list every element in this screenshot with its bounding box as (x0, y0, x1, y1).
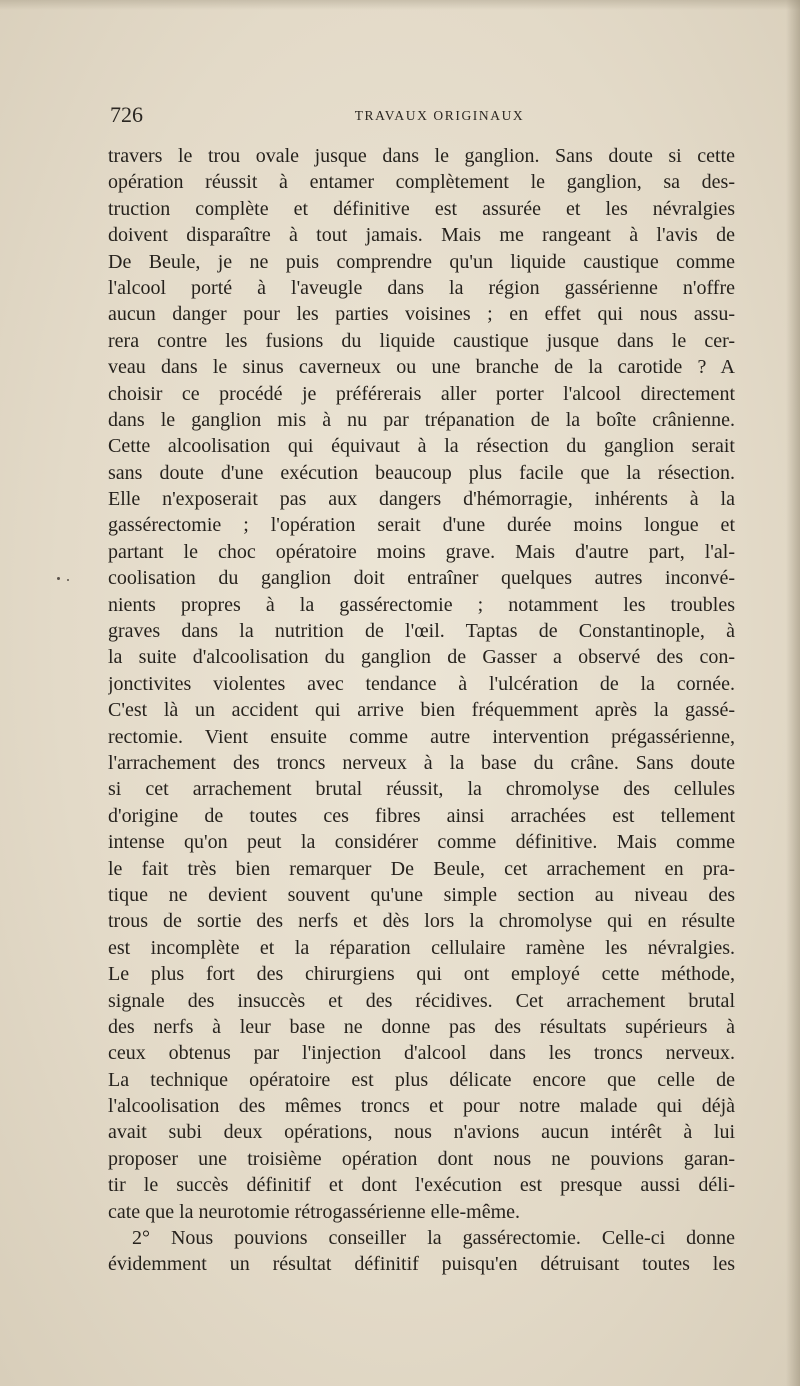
body-text (108, 143, 735, 1278)
running-title: TRAVAUX ORIGINAUX (354, 108, 525, 123)
text-line: graves dans la nutrition de l'œil. Taptas de Constantinople, à (108, 620, 735, 643)
page-top-shadow (0, 0, 800, 10)
text-line: partant le choc opératoire moins grave. Mais d'autre part, l'al- (108, 540, 735, 563)
text-line: proposer une troisième opération dont nous ne pouvions garan- (108, 1147, 735, 1170)
text-line: sans doute d'une exécution beaucoup plus facile que la résection. (108, 461, 735, 484)
text-line: dans le ganglion mis à nu par trépanation de la boîte crânienne. (108, 408, 735, 431)
text-line: jonctivites violentes avec tendance à l'ulcération de la cornée. (108, 672, 735, 695)
margin-speck (67, 579, 69, 581)
text-line: si cet arrachement brutal réussit, la chromolyse des cellules (108, 778, 735, 801)
text-line: le fait très bien remarquer De Beule, cet arrachement en pra- (108, 857, 735, 880)
text-line-paragraph-start: 2° Nous pouvions conseiller la gassérectomie. Celle-ci donne (132, 1227, 735, 1250)
text-line: intense qu'on peut la considérer comme définitive. Mais comme (108, 831, 735, 854)
text-line: opération réussit à entamer complètement le ganglion, sa des- (108, 171, 735, 194)
text-line: avait subi deux opérations, nous n'avions aucun intérêt à lui (108, 1121, 735, 1144)
page-number: 726 (110, 102, 143, 127)
text-line: Elle n'exposerait pas aux dangers d'hémorragie, inhérents à la (108, 488, 735, 511)
text-line: doivent disparaître à tout jamais. Mais me rangeant à l'avis de (108, 224, 735, 247)
text-line: C'est là un accident qui arrive bien fréquemment après la gassé- (108, 699, 735, 722)
text-line: veau dans le sinus caverneux ou une branche de la carotide ? A (108, 356, 735, 379)
text-line: l'arrachement des troncs nerveux à la base du crâne. Sans doute (108, 751, 735, 774)
page-header (108, 100, 735, 130)
text-line: ceux obtenus par l'injection d'alcool dans les troncs nerveux. (108, 1042, 735, 1065)
margin-speck (57, 577, 60, 580)
text-line: trous de sortie des nerfs et dès lors la chromolyse qui en résulte (108, 910, 735, 933)
text-line: De Beule, je ne puis comprendre qu'un liquide caustique comme (108, 250, 735, 273)
text-line: choisir ce procédé je préférerais aller porter l'alcool directement (108, 382, 735, 405)
text-line: Cette alcoolisation qui équivaut à la résection du ganglion serait (108, 435, 735, 458)
text-line: aucun danger pour les parties voisines ; en effet qui nous assu- (108, 303, 735, 326)
text-line: truction complète et définitive est assurée et les névralgies (108, 197, 735, 220)
text-line: est incomplète et la réparation cellulaire ramène les névralgies. (108, 936, 735, 959)
text-line: la suite d'alcoolisation du ganglion de Gasser a observé des con- (108, 646, 735, 669)
text-line: coolisation du ganglion doit entraîner quelques autres inconvé- (108, 567, 735, 590)
text-line: tique ne devient souvent qu'une simple section au niveau des (108, 883, 735, 906)
page-edge-shadow (786, 0, 800, 1386)
text-line: gassérectomie ; l'opération serait d'une durée moins longue et (108, 514, 735, 537)
text-line: tir le succès définitif et dont l'exécution est presque aussi déli- (108, 1174, 735, 1197)
text-line: l'alcool porté à l'aveugle dans la région gassérienne n'offre (108, 276, 735, 299)
text-line: Le plus fort des chirurgiens qui ont employé cette méthode, (108, 963, 735, 986)
text-line: des nerfs à leur base ne donne pas des résultats supérieurs à (108, 1015, 735, 1038)
text-line: La technique opératoire est plus délicate encore que celle de (108, 1068, 735, 1091)
text-line: l'alcoolisation des mêmes troncs et pour notre malade qui déjà (108, 1095, 735, 1118)
text-line: d'origine de toutes ces fibres ainsi arrachées est tellement (108, 804, 735, 827)
text-line: évidemment un résultat définitif puisqu'en détruisant toutes les (108, 1253, 735, 1276)
text-line: travers le trou ovale jusque dans le ganglion. Sans doute si cette (108, 145, 735, 167)
text-line-paragraph-end: cate que la neurotomie rétrogassérienne elle-même. (108, 1200, 521, 1223)
text-line: rectomie. Vient ensuite comme autre intervention prégassérienne, (108, 725, 735, 748)
text-line: rera contre les fusions du liquide caustique jusque dans le cer- (108, 329, 735, 352)
text-line: nients propres à la gassérectomie ; notamment les troubles (108, 593, 735, 616)
text-line: signale des insuccès et des récidives. Cet arrachement brutal (108, 989, 735, 1012)
